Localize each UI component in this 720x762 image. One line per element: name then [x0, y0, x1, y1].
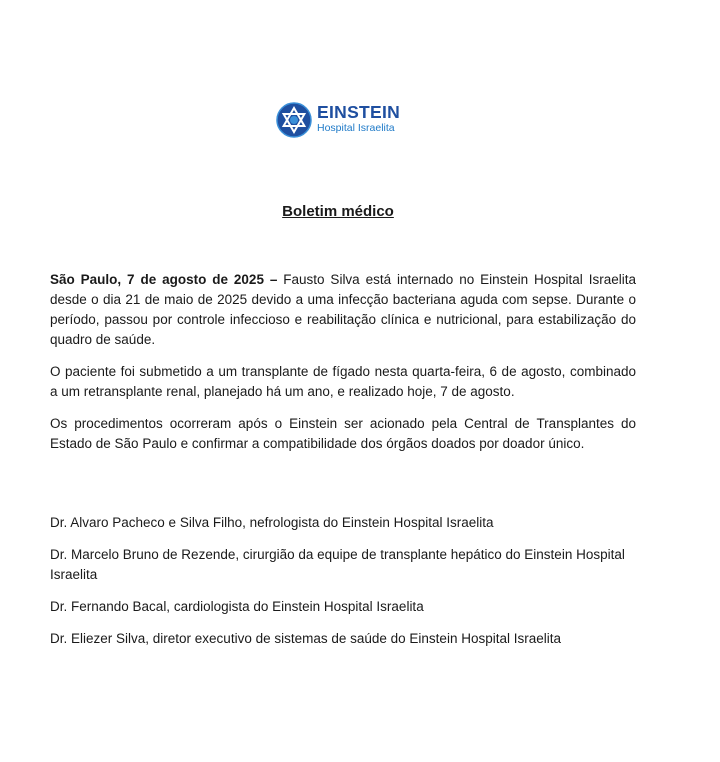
signatory: Dr. Marcelo Bruno de Rezende, cirurgião da equipe de transplante hepático do Einstein Hospital Israelita [50, 547, 625, 582]
signatory: Dr. Alvaro Pacheco e Silva Filho, nefrologista do Einstein Hospital Israelita [50, 515, 494, 530]
paragraph-2: O paciente foi submetido a um transplante de fígado nesta quarta-feira, 6 de agosto, combinado a um retransplante renal, planejado há um ano, e realizado hoje, 7 de agosto. [50, 364, 636, 399]
logo-name: EINSTEIN [317, 102, 401, 122]
einstein-star-icon [276, 102, 312, 138]
signatory: Dr. Eliezer Silva, diretor executivo de sistemas de saúde do Einstein Hospital Israelita [50, 631, 561, 646]
bulletin-body [50, 270, 636, 466]
document-title: Boletim médico [282, 203, 394, 220]
paragraph-1 [50, 270, 636, 350]
logo-subtitle: Hospital Israelita [317, 122, 395, 134]
location-date: São Paulo, 7 de agosto de 2025 – [50, 272, 278, 287]
signatories-list [50, 513, 636, 661]
paragraph-1-text: Fausto Silva está internado no Einstein Hospital Israelita desde o dia 21 de maio de 2025 devido a uma infecção bacteriana aguda com sepse. Durante o período, passou por controle infeccioso e reabilitação clínica e nutricional, para estabilização do quadro de saúde. [50, 272, 636, 347]
signatory: Dr. Fernando Bacal, cardiologista do Einstein Hospital Israelita [50, 599, 424, 614]
hospital-logo [276, 100, 466, 142]
paragraph-3: Os procedimentos ocorreram após o Einstein ser acionado pela Central de Transplantes do Estado de São Paulo e confirmar a compatibilidade dos órgãos doados por doador único. [50, 416, 636, 451]
